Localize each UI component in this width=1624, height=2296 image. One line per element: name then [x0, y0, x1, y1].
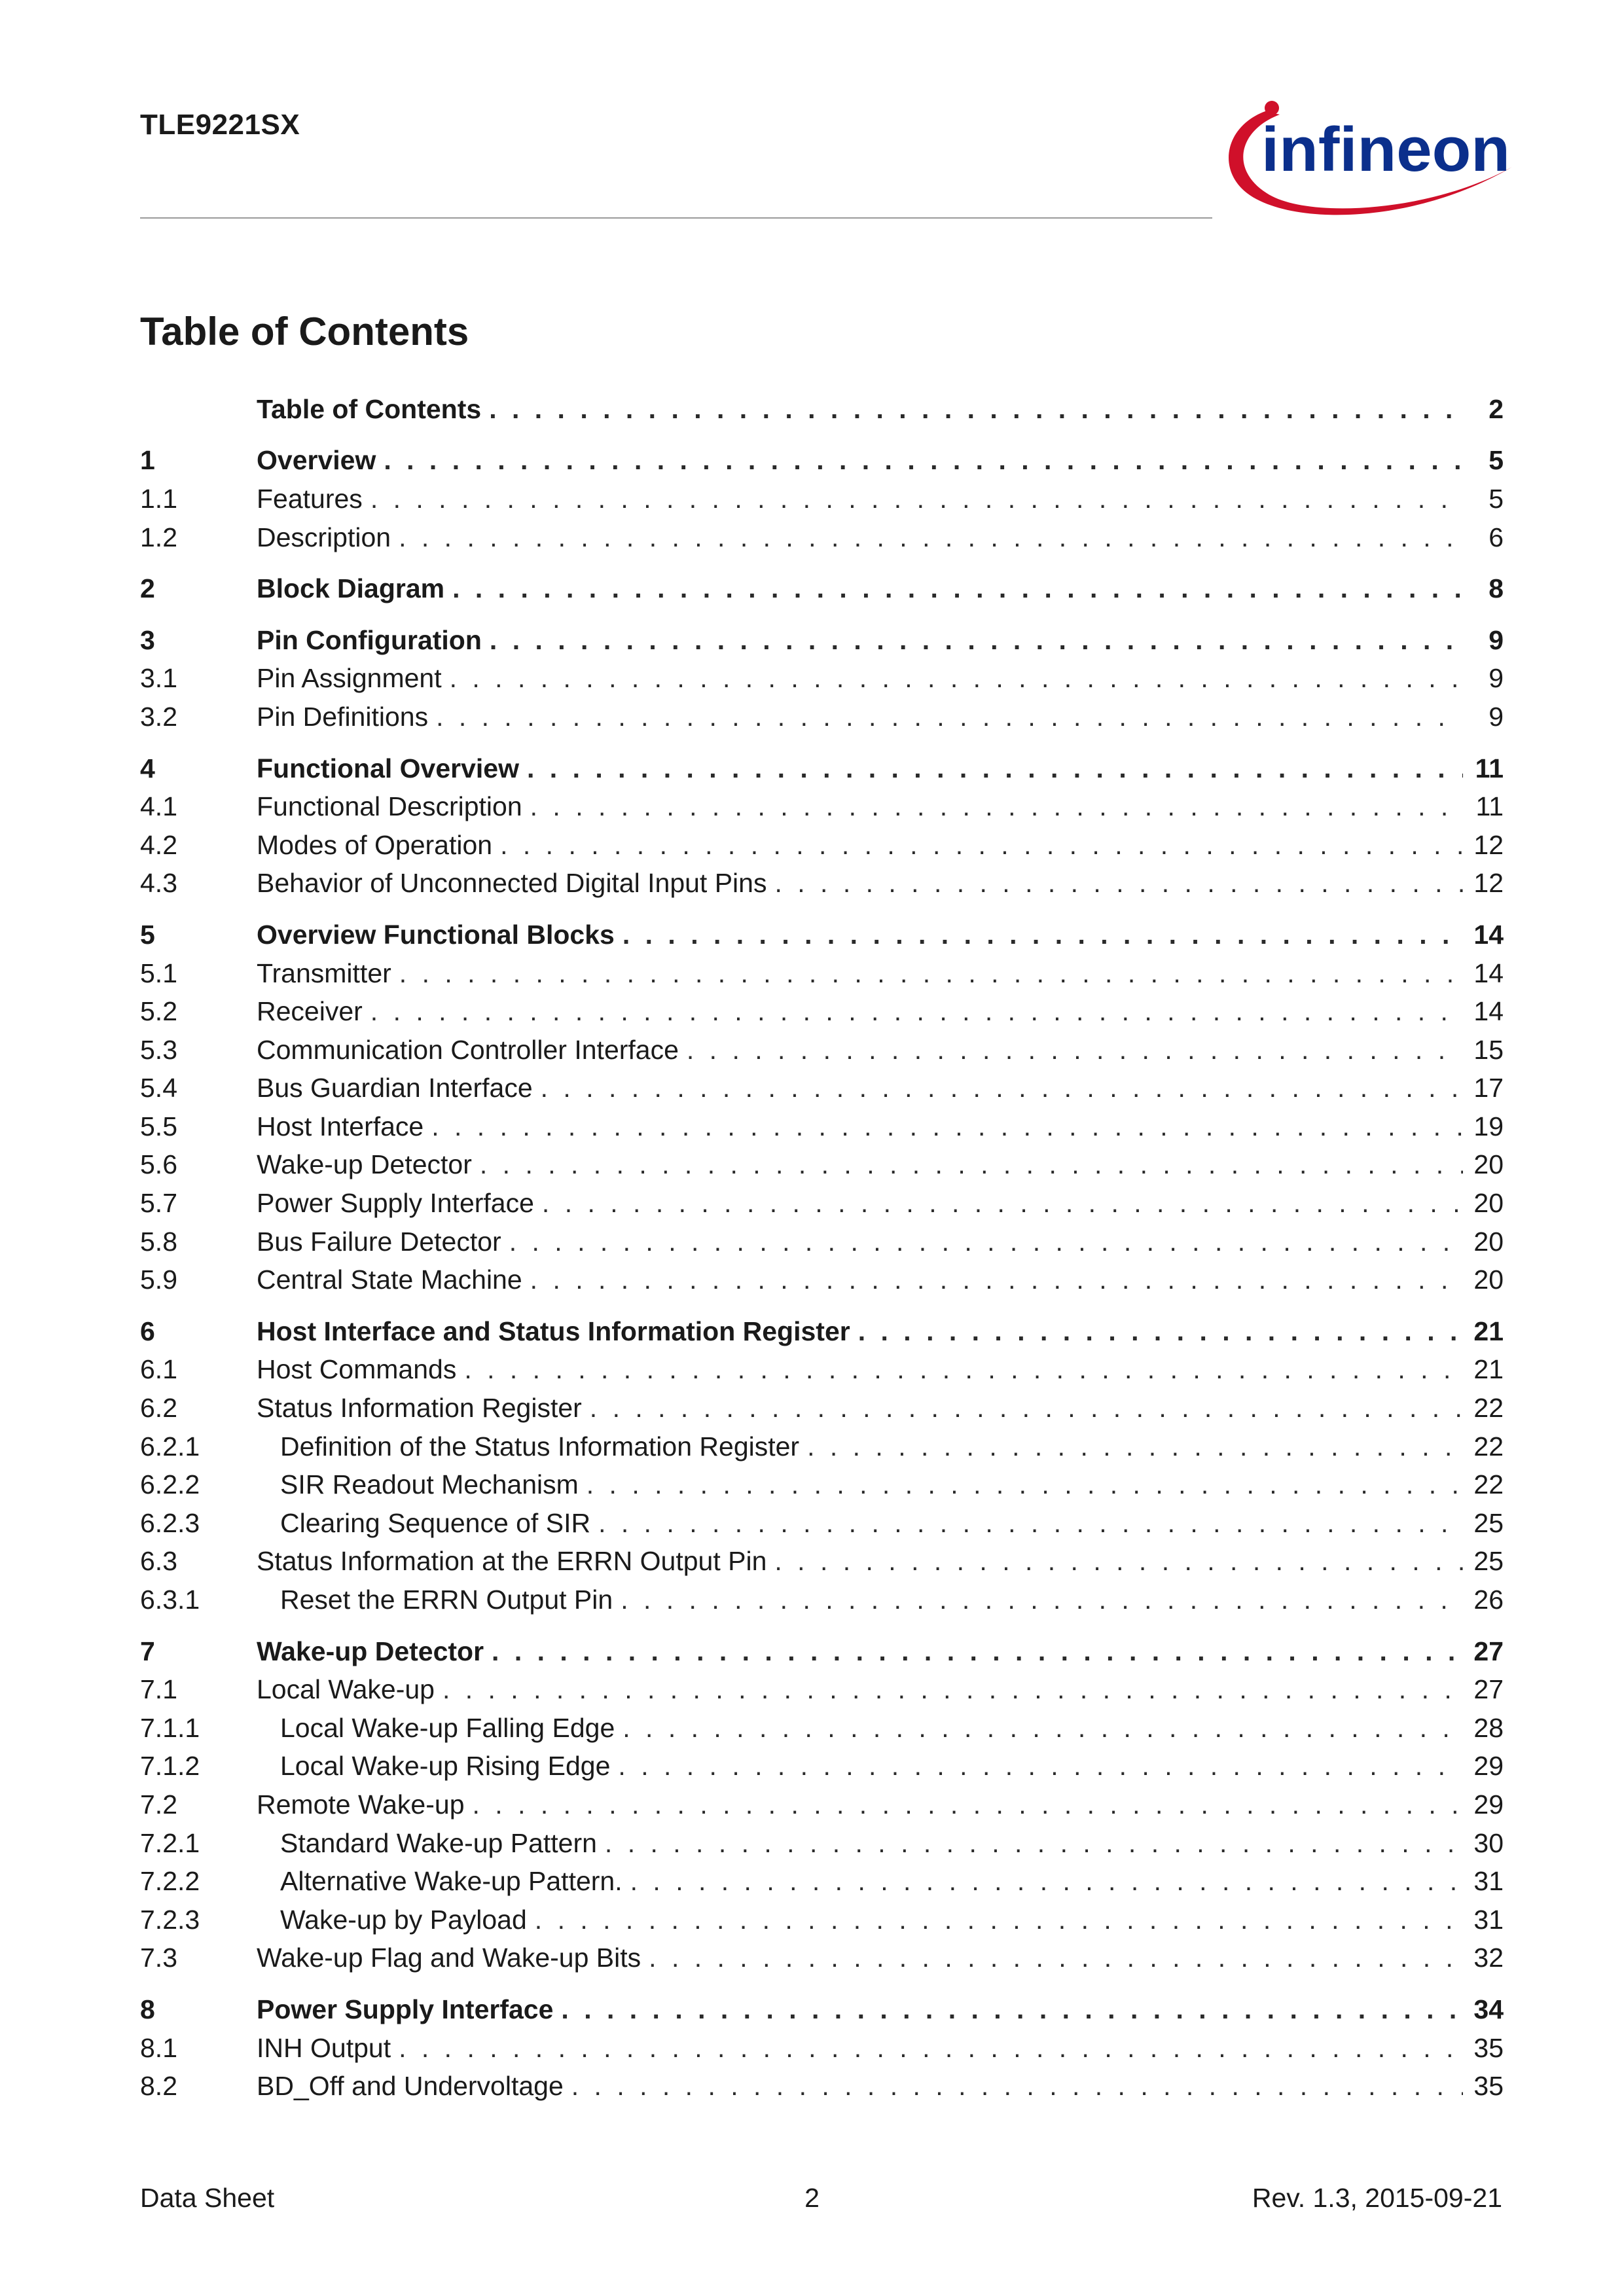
- toc-page-number: 5: [1489, 483, 1504, 514]
- toc-page-number: 22: [1473, 1393, 1504, 1424]
- toc-leader-dots: [480, 1149, 1463, 1180]
- toc-page-number: 21: [1473, 1316, 1504, 1346]
- toc-number: 7.3: [140, 1943, 177, 1973]
- toc-leader-dots: [807, 1431, 1463, 1462]
- toc-leader-dots: [535, 1905, 1463, 1935]
- toc-number: 7.1: [140, 1674, 177, 1705]
- toc-number: 6.1: [140, 1354, 177, 1385]
- toc-leader-dots: [858, 1316, 1463, 1347]
- toc-page-number: 20: [1473, 1149, 1504, 1180]
- footer-page-number: 2: [804, 2183, 820, 2213]
- toc-page-number: 26: [1473, 1585, 1504, 1615]
- toc-number: 7.1.2: [140, 1751, 200, 1782]
- infineon-logo: [1214, 88, 1515, 229]
- toc-number: 8.2: [140, 2071, 177, 2102]
- toc-entry-line: [257, 625, 1463, 656]
- toc-entry-line: [257, 1431, 1463, 1462]
- toc-entry-line: [257, 484, 1463, 514]
- toc-entry[interactable]: [140, 1223, 1504, 1261]
- toc-leader-dots: [431, 1111, 1463, 1142]
- toc-title: Host Interface: [257, 1111, 424, 1141]
- toc-leader-dots: [618, 1751, 1463, 1782]
- toc-entry-line: [257, 1073, 1463, 1103]
- toc-title: Wake-up by Payload: [280, 1904, 527, 1935]
- toc-entry[interactable]: [140, 1427, 1504, 1466]
- toc-number: 7: [140, 1636, 155, 1666]
- toc-entry-line: [257, 394, 1463, 425]
- toc-entry[interactable]: [140, 1632, 1504, 1671]
- toc-entry[interactable]: [140, 1351, 1504, 1390]
- toc-number: 6.3.1: [140, 1585, 200, 1615]
- toc-title: Reset the ERRN Output Pin: [280, 1585, 613, 1615]
- toc-number: 6.3: [140, 1546, 177, 1577]
- toc-title: Transmitter: [257, 958, 391, 988]
- toc-leader-dots: [452, 573, 1463, 604]
- toc-title: Host Interface and Status Information Register: [257, 1316, 850, 1346]
- toc-title: Bus Guardian Interface: [257, 1073, 533, 1103]
- toc-entry[interactable]: [140, 1312, 1504, 1351]
- toc-entry[interactable]: [140, 442, 1504, 480]
- toc-entry[interactable]: [140, 1069, 1504, 1108]
- toc-entry-line: [257, 1035, 1463, 1066]
- toc-number: 7.2.1: [140, 1827, 200, 1858]
- toc-number: 4.1: [140, 791, 177, 822]
- toc-entry-line: [257, 1354, 1463, 1385]
- toc-entry[interactable]: [140, 660, 1504, 698]
- page-title: Table of Contents: [140, 310, 469, 353]
- toc-page-number: 34: [1473, 1994, 1504, 2024]
- toc-entry-line: [257, 1751, 1463, 1782]
- toc-page-number: 21: [1473, 1354, 1504, 1385]
- toc-leader-dots: [590, 1393, 1463, 1424]
- toc-number: 8.1: [140, 2032, 177, 2063]
- toc-number: 6: [140, 1316, 155, 1346]
- toc-number: 7.2.2: [140, 1866, 200, 1897]
- toc-leader-dots: [384, 445, 1463, 476]
- toc-page-number: 2: [1489, 393, 1504, 424]
- toc-entry-line: [257, 1508, 1463, 1539]
- toc-entry-line: [257, 702, 1463, 732]
- toc-leader-dots: [399, 522, 1463, 553]
- toc-title: Functional Overview: [257, 753, 519, 783]
- toc-entry-line: [257, 1674, 1463, 1705]
- toc-entry-line: [257, 663, 1463, 694]
- toc-entry-line: [257, 1469, 1463, 1500]
- toc-title: SIR Readout Mechanism: [280, 1469, 579, 1500]
- toc-leader-dots: [492, 1636, 1463, 1667]
- toc-entry[interactable]: [140, 1990, 1504, 2029]
- toc-page-number: 22: [1473, 1431, 1504, 1462]
- toc-number: 5.8: [140, 1226, 177, 1257]
- toc-entry-line: [257, 1393, 1463, 1424]
- toc-page-number: 25: [1473, 1507, 1504, 1538]
- toc-leader-dots: [509, 1227, 1463, 1257]
- toc-leader-dots: [687, 1035, 1463, 1066]
- toc-page-number: 22: [1473, 1469, 1504, 1500]
- toc-entry[interactable]: [140, 1709, 1504, 1748]
- toc-leader-dots: [774, 1546, 1463, 1577]
- toc-page-number: 29: [1473, 1751, 1504, 1782]
- toc-entry[interactable]: [140, 787, 1504, 826]
- toc-page-number: 9: [1489, 663, 1504, 694]
- toc-number: 8: [140, 1994, 155, 2024]
- toc-title: Pin Definitions: [257, 701, 429, 732]
- toc-number: 6.2.1: [140, 1431, 200, 1462]
- toc-entry-line: [257, 920, 1463, 950]
- toc-title: Wake-up Detector: [257, 1636, 484, 1666]
- toc-title: Pin Configuration: [257, 624, 482, 655]
- toc-page-number: 11: [1475, 753, 1504, 783]
- toc-entry[interactable]: [140, 1670, 1504, 1709]
- toc-number: 6.2.3: [140, 1507, 200, 1538]
- toc-entry[interactable]: [140, 1184, 1504, 1223]
- toc-title: Standard Wake-up Pattern: [280, 1827, 597, 1858]
- toc-entry[interactable]: [140, 1261, 1504, 1299]
- toc-page-number: 8: [1489, 573, 1504, 604]
- toc-entry[interactable]: [140, 1146, 1504, 1185]
- toc-title: Remote Wake-up: [257, 1789, 465, 1820]
- toc-page-number: 27: [1473, 1674, 1504, 1705]
- toc-title: Status Information Register: [257, 1393, 582, 1424]
- toc-entry-line: [257, 573, 1463, 604]
- toc-page-number: 5: [1489, 445, 1504, 476]
- toc-entry[interactable]: [140, 865, 1504, 903]
- toc-page-number: 25: [1473, 1546, 1504, 1577]
- toc-entry-line: [257, 1828, 1463, 1859]
- toc-entry[interactable]: [140, 2067, 1504, 2106]
- toc-entry[interactable]: [140, 1543, 1504, 1581]
- toc-entry-line: [257, 958, 1463, 989]
- toc-title: Clearing Sequence of SIR: [280, 1507, 591, 1538]
- toc-entry[interactable]: [140, 2029, 1504, 2068]
- toc-page-number: 30: [1473, 1827, 1504, 1858]
- toc-page-number: 32: [1473, 1943, 1504, 1973]
- toc-entry[interactable]: [140, 1465, 1504, 1504]
- toc-title: Wake-up Detector: [257, 1149, 472, 1180]
- toc-page-number: 27: [1473, 1636, 1504, 1666]
- toc-entry-line: [257, 1636, 1463, 1667]
- toc-entry[interactable]: [140, 1785, 1504, 1824]
- toc-page-number: 20: [1473, 1226, 1504, 1257]
- toc-leader-dots: [561, 1994, 1463, 2025]
- toc-number: 3.2: [140, 701, 177, 732]
- toc-page-number: 12: [1473, 829, 1504, 860]
- toc-entry[interactable]: [140, 518, 1504, 557]
- toc-entry[interactable]: [140, 569, 1504, 608]
- toc-entry-line: [257, 1188, 1463, 1219]
- toc-page-number: 12: [1473, 868, 1504, 899]
- toc-title: Power Supply Interface: [257, 1188, 534, 1219]
- document-id: TLE9221SX: [140, 109, 300, 141]
- toc-number: 5.6: [140, 1149, 177, 1180]
- toc-leader-dots: [542, 1188, 1463, 1219]
- toc-number: 3.1: [140, 663, 177, 694]
- toc-number: 7.2: [140, 1789, 177, 1820]
- toc-title: Status Information at the ERRN Output Pin: [257, 1546, 767, 1577]
- toc-leader-dots: [586, 1469, 1463, 1500]
- toc-entry[interactable]: [140, 1748, 1504, 1786]
- toc-entry-line: [257, 753, 1463, 784]
- toc-leader-dots: [490, 625, 1463, 656]
- toc-leader-dots: [464, 1354, 1463, 1385]
- toc-leader-dots: [541, 1073, 1463, 1103]
- toc-number: 6.2.2: [140, 1469, 200, 1500]
- toc-number: 3: [140, 624, 155, 655]
- toc-leader-dots: [649, 1943, 1463, 1973]
- toc-title: Communication Controller Interface: [257, 1034, 679, 1065]
- toc-entry[interactable]: [140, 1824, 1504, 1863]
- toc-entry[interactable]: [140, 1901, 1504, 1939]
- toc-title: Description: [257, 522, 391, 552]
- toc-leader-dots: [598, 1508, 1463, 1539]
- toc-page-number: 35: [1473, 2032, 1504, 2063]
- toc-entry[interactable]: [140, 826, 1504, 865]
- header-rule: [140, 217, 1212, 219]
- toc-entry[interactable]: [140, 1504, 1504, 1543]
- toc-title: Local Wake-up Falling Edge: [280, 1712, 615, 1743]
- toc-leader-dots: [399, 2033, 1463, 2064]
- toc-entry-line: [257, 2071, 1463, 2102]
- toc-entry-line: [257, 1111, 1463, 1142]
- toc-leader-dots: [370, 484, 1463, 514]
- toc-title: Wake-up Flag and Wake-up Bits: [257, 1943, 641, 1973]
- toc-title: Modes of Operation: [257, 829, 493, 860]
- toc-entry[interactable]: [140, 698, 1504, 736]
- toc-number: 5.2: [140, 996, 177, 1027]
- toc-entry-line: [257, 1866, 1463, 1897]
- toc-number: 5.4: [140, 1073, 177, 1103]
- toc-page-number: 14: [1473, 958, 1504, 988]
- toc-entry[interactable]: [140, 992, 1504, 1031]
- toc-entry-line: [257, 1546, 1463, 1577]
- toc-leader-dots: [370, 996, 1463, 1027]
- toc-entry[interactable]: [140, 1031, 1504, 1069]
- toc-title: Overview Functional Blocks: [257, 919, 615, 950]
- toc-title: Features: [257, 483, 363, 514]
- toc-page-number: 20: [1473, 1188, 1504, 1219]
- toc-page-number: 14: [1473, 996, 1504, 1027]
- toc-leader-dots: [489, 394, 1463, 425]
- toc-title: Overview: [257, 445, 376, 476]
- toc-number: 5.7: [140, 1188, 177, 1219]
- toc-page-number: 14: [1473, 919, 1504, 950]
- toc-entry-line: [257, 996, 1463, 1027]
- toc-entry-line: [257, 445, 1463, 476]
- toc-number: 5.3: [140, 1034, 177, 1065]
- toc-number: 5: [140, 919, 155, 950]
- toc-title: Local Wake-up Rising Edge: [280, 1751, 611, 1782]
- toc-number: 6.2: [140, 1393, 177, 1424]
- toc-leader-dots: [473, 1789, 1464, 1820]
- toc-title: Host Commands: [257, 1354, 457, 1385]
- toc-title: Bus Failure Detector: [257, 1226, 501, 1257]
- toc-number: 1.2: [140, 522, 177, 552]
- toc-page-number: 6: [1489, 522, 1504, 552]
- toc-page-number: 29: [1473, 1789, 1504, 1820]
- toc-entry-line: [257, 1227, 1463, 1257]
- toc-title: Alternative Wake-up Pattern.: [280, 1866, 623, 1897]
- toc-entry-line: [257, 1789, 1463, 1820]
- toc-entry-line: [257, 830, 1463, 861]
- toc-number: 1: [140, 445, 155, 476]
- toc-entry-line: [257, 1265, 1463, 1295]
- toc-title: Functional Description: [257, 791, 522, 822]
- toc-title: Local Wake-up: [257, 1674, 435, 1705]
- toc-entry[interactable]: [140, 621, 1504, 660]
- toc-entry[interactable]: [140, 749, 1504, 788]
- toc-title: Pin Assignment: [257, 663, 442, 694]
- toc-entry-line: [257, 1943, 1463, 1973]
- toc-leader-dots: [621, 1585, 1463, 1615]
- toc-entry-line: [257, 1585, 1463, 1615]
- toc-number: 5.5: [140, 1111, 177, 1141]
- toc-number: 7.1.1: [140, 1712, 200, 1743]
- toc-entry-line: [257, 1905, 1463, 1935]
- toc-leader-dots: [442, 1674, 1463, 1705]
- toc-title: Power Supply Interface: [257, 1994, 554, 2024]
- footer-revision: Rev. 1.3, 2015-09-21: [1252, 2183, 1502, 2213]
- toc-entry-line: [257, 1149, 1463, 1180]
- toc-entry-line: [257, 791, 1463, 822]
- logo-dot: [1265, 101, 1279, 115]
- footer-left: Data Sheet: [140, 2183, 275, 2213]
- logo-wordmark: infineon: [1261, 115, 1510, 185]
- toc-entry-line: [257, 1713, 1463, 1744]
- toc-entry[interactable]: [140, 1581, 1504, 1619]
- toc-page-number: 31: [1473, 1904, 1504, 1935]
- toc-number: 4: [140, 753, 155, 783]
- toc-page-number: 19: [1473, 1111, 1504, 1141]
- toc-entry-line: [257, 2033, 1463, 2064]
- toc-number: 4.3: [140, 868, 177, 899]
- toc-leader-dots: [630, 1866, 1463, 1897]
- toc-title: Table of Contents: [257, 393, 482, 424]
- toc-leader-dots: [571, 2071, 1463, 2102]
- toc-number: 7.2.3: [140, 1904, 200, 1935]
- toc-entry-line: [257, 868, 1463, 899]
- toc-leader-dots: [774, 868, 1463, 899]
- toc-title: Definition of the Status Information Register: [280, 1431, 800, 1462]
- toc-entry[interactable]: [140, 916, 1504, 954]
- toc-number: 5.9: [140, 1265, 177, 1295]
- toc-leader-dots: [605, 1828, 1463, 1859]
- toc-page-number: 9: [1489, 701, 1504, 732]
- toc-page-number: 20: [1473, 1265, 1504, 1295]
- toc-page-number: 11: [1475, 791, 1504, 822]
- toc-title: Receiver: [257, 996, 363, 1027]
- toc-entry[interactable]: [140, 1389, 1504, 1427]
- toc-leader-dots: [527, 753, 1463, 784]
- toc-leader-dots: [450, 663, 1463, 694]
- toc-page-number: 9: [1489, 624, 1504, 655]
- toc-entry-line: [257, 1994, 1463, 2025]
- toc-number: 5.1: [140, 958, 177, 988]
- toc-leader-dots: [623, 920, 1463, 950]
- toc-page-number: 35: [1473, 2071, 1504, 2102]
- toc-leader-dots: [530, 791, 1463, 822]
- toc-title: INH Output: [257, 2032, 391, 2063]
- toc-leader-dots: [623, 1713, 1463, 1744]
- toc-number: 2: [140, 573, 155, 604]
- toc-page-number: 28: [1473, 1712, 1504, 1743]
- toc-number: 4.2: [140, 829, 177, 860]
- toc-page-number: 17: [1473, 1073, 1504, 1103]
- table-of-contents: [140, 390, 1504, 2106]
- toc-entry[interactable]: [140, 480, 1504, 518]
- toc-entry[interactable]: [140, 1107, 1504, 1146]
- toc-entry-line: [257, 522, 1463, 553]
- toc-page-number: 15: [1473, 1034, 1504, 1065]
- toc-leader-dots: [530, 1265, 1463, 1295]
- toc-entry[interactable]: [140, 1939, 1504, 1978]
- toc-leader-dots: [500, 830, 1463, 861]
- toc-title: Central State Machine: [257, 1265, 522, 1295]
- toc-title: Block Diagram: [257, 573, 445, 604]
- toc-leader-dots: [399, 958, 1463, 989]
- toc-page-number: 31: [1473, 1866, 1504, 1897]
- toc-entry[interactable]: [140, 954, 1504, 993]
- toc-leader-dots: [436, 702, 1463, 732]
- toc-title: Behavior of Unconnected Digital Input Pins: [257, 868, 767, 899]
- toc-entry[interactable]: [140, 390, 1504, 429]
- toc-title: BD_Off and Undervoltage: [257, 2071, 564, 2102]
- toc-number: 1.1: [140, 483, 177, 514]
- toc-entry-line: [257, 1316, 1463, 1347]
- toc-entry[interactable]: [140, 1862, 1504, 1901]
